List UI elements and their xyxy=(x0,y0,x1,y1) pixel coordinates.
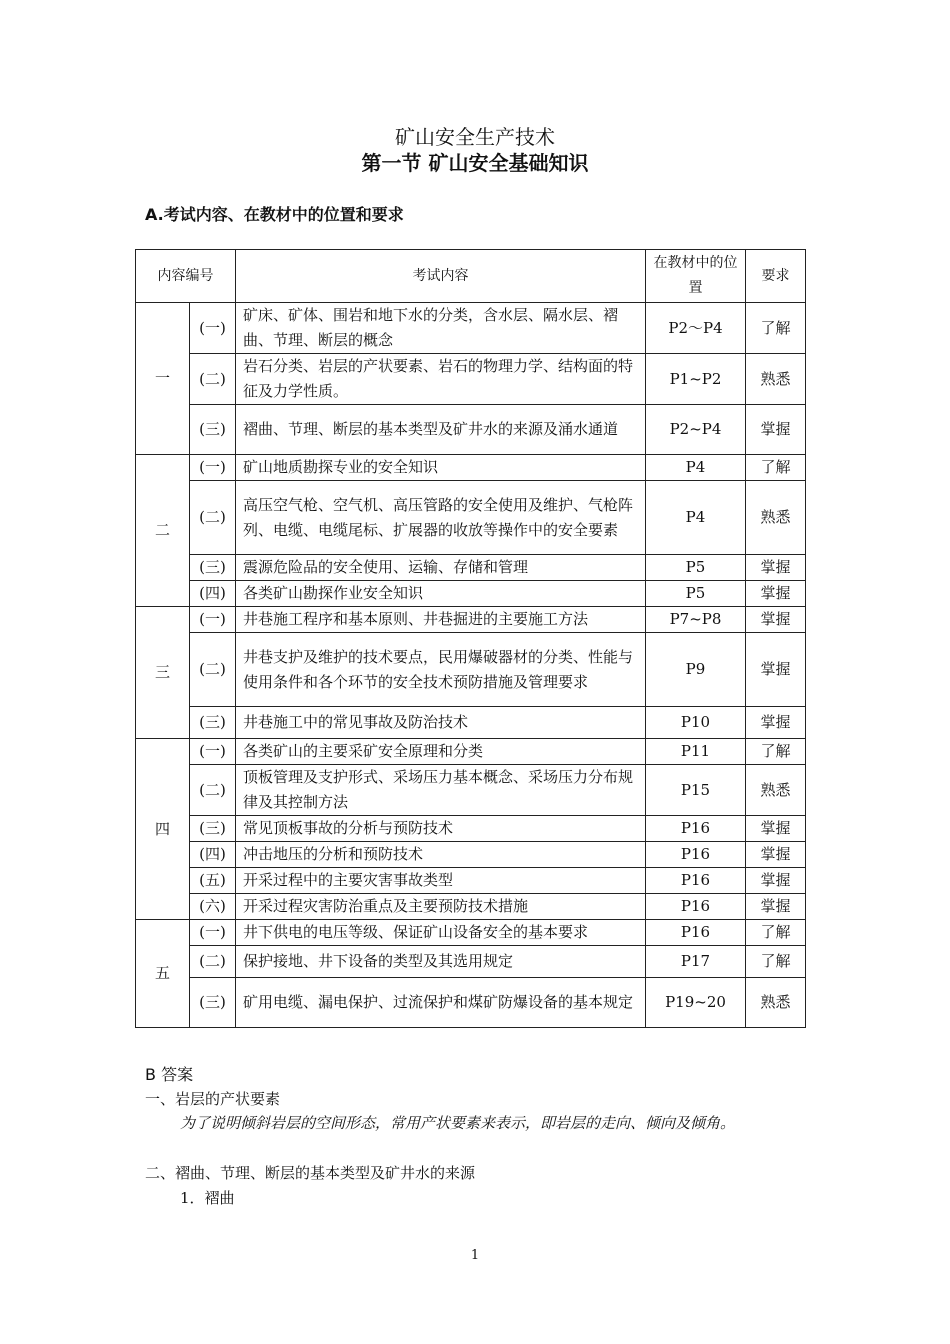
content-cell: 井巷施工程序和基本原则、井巷掘进的主要施工方法 xyxy=(236,607,646,633)
content-cell: 岩石分类、岩层的产状要素、岩石的物理力学、结构面的特征及力学性质。 xyxy=(236,354,646,405)
table-row xyxy=(136,946,806,978)
table-row xyxy=(136,481,806,555)
answer-item1-title: 一、岩层的产状要素 xyxy=(145,1090,281,1108)
group-number-cell: 一 xyxy=(136,303,190,455)
table-row xyxy=(136,555,806,581)
sub-number-cell: (四) xyxy=(190,581,236,607)
table-row xyxy=(136,581,806,607)
requirement-cell: 掌握 xyxy=(746,842,806,868)
sub-number-cell: (一) xyxy=(190,455,236,481)
requirement-cell: 掌握 xyxy=(746,581,806,607)
position-cell: P5 xyxy=(646,555,746,581)
position-cell: P4 xyxy=(646,455,746,481)
content-cell: 各类矿山的主要采矿安全原理和分类 xyxy=(236,739,646,765)
group-number-cell: 四 xyxy=(136,739,190,920)
table-row xyxy=(136,894,806,920)
content-cell: 井下供电的电压等级、保证矿山设备安全的基本要求 xyxy=(236,920,646,946)
content-cell: 井巷支护及维护的技术要点，民用爆破器材的分类、性能与使用条件和各个环节的安全技术预防措施及管理要求 xyxy=(236,633,646,707)
requirement-cell: 熟悉 xyxy=(746,354,806,405)
position-cell: P7~P8 xyxy=(646,607,746,633)
table-row xyxy=(136,868,806,894)
answer-item2-title: 二、褶曲、节理、断层的基本类型及矿井水的来源 xyxy=(145,1164,476,1182)
table-body xyxy=(136,303,806,1028)
table-row xyxy=(136,765,806,816)
position-cell: P16 xyxy=(646,894,746,920)
content-cell: 开采过程灾害防治重点及主要预防技术措施 xyxy=(236,894,646,920)
position-cell: P16 xyxy=(646,816,746,842)
sub-number-cell: (五) xyxy=(190,868,236,894)
requirement-cell: 了解 xyxy=(746,455,806,481)
sub-number-cell: (三) xyxy=(190,978,236,1028)
page-number: 1 xyxy=(470,1248,480,1263)
position-cell: P16 xyxy=(646,842,746,868)
content-cell: 各类矿山勘探作业安全知识 xyxy=(236,581,646,607)
sub-number-cell: (四) xyxy=(190,842,236,868)
content-cell: 褶曲、节理、断层的基本类型及矿井水的来源及涌水通道 xyxy=(236,405,646,455)
content-cell: 冲击地压的分析和预防技术 xyxy=(236,842,646,868)
exam-content-table xyxy=(135,249,806,1028)
requirement-cell: 掌握 xyxy=(746,816,806,842)
position-cell: P1~P2 xyxy=(646,354,746,405)
document-title: 矿山安全生产技术 xyxy=(395,125,555,149)
sub-number-cell: (二) xyxy=(190,481,236,555)
requirement-cell: 掌握 xyxy=(746,405,806,455)
position-cell: P4 xyxy=(646,481,746,555)
group-number-cell: 三 xyxy=(136,607,190,739)
sub-number-cell: (三) xyxy=(190,555,236,581)
content-cell: 常见顶板事故的分析与预防技术 xyxy=(236,816,646,842)
position-cell: P5 xyxy=(646,581,746,607)
answer-item1-text: 为了说明倾斜岩层的空间形态，常用产状要素来表示，即岩层的走向、倾向及倾角。 xyxy=(180,1114,736,1132)
sub-number-cell: (一) xyxy=(190,303,236,354)
table-row xyxy=(136,607,806,633)
table-row xyxy=(136,920,806,946)
position-cell: P2～P4 xyxy=(646,303,746,354)
sub-number-cell: (三) xyxy=(190,707,236,739)
content-cell: 井巷施工中的常见事故及防治技术 xyxy=(236,707,646,739)
content-cell: 矿床、矿体、围岩和地下水的分类，含水层、隔水层、褶曲、节理、断层的概念 xyxy=(236,303,646,354)
requirement-cell: 掌握 xyxy=(746,555,806,581)
position-cell: P19~20 xyxy=(646,978,746,1028)
requirement-cell: 熟悉 xyxy=(746,978,806,1028)
section-title: 第一节 矿山安全基础知识 xyxy=(361,151,589,175)
table-row xyxy=(136,303,806,354)
table-row xyxy=(136,354,806,405)
section-a-heading: A.考试内容、在教材中的位置和要求 xyxy=(145,205,404,224)
content-cell: 高压空气枪、空气机、高压管路的安全使用及维护、气枪阵列、电缆、电缆尾标、扩展器的收放等操作中的安全要素 xyxy=(236,481,646,555)
content-cell: 保护接地、井下设备的类型及其选用规定 xyxy=(236,946,646,978)
content-cell: 开采过程中的主要灾害事故类型 xyxy=(236,868,646,894)
table-header-row xyxy=(136,250,806,303)
sub-number-cell: (六) xyxy=(190,894,236,920)
header-content: 考试内容 xyxy=(236,250,646,303)
position-cell: P15 xyxy=(646,765,746,816)
content-cell: 矿用电缆、漏电保护、过流保护和煤矿防爆设备的基本规定 xyxy=(236,978,646,1028)
table-row xyxy=(136,633,806,707)
requirement-cell: 掌握 xyxy=(746,633,806,707)
table-row xyxy=(136,816,806,842)
table-row xyxy=(136,978,806,1028)
position-cell: P2~P4 xyxy=(646,405,746,455)
content-cell: 顶板管理及支护形式、采场压力基本概念、采场压力分布规律及其控制方法 xyxy=(236,765,646,816)
answer-item2-sub1: 1．褶曲 xyxy=(180,1189,235,1207)
table-row xyxy=(136,739,806,765)
requirement-cell: 了解 xyxy=(746,303,806,354)
sub-number-cell: (三) xyxy=(190,816,236,842)
position-cell: P9 xyxy=(646,633,746,707)
sub-number-cell: (二) xyxy=(190,946,236,978)
requirement-cell: 了解 xyxy=(746,739,806,765)
header-position: 在教材中的位置 xyxy=(646,250,746,303)
requirement-cell: 了解 xyxy=(746,920,806,946)
sub-number-cell: (三) xyxy=(190,405,236,455)
sub-number-cell: (二) xyxy=(190,354,236,405)
position-cell: P16 xyxy=(646,868,746,894)
sub-number-cell: (二) xyxy=(190,765,236,816)
table-row xyxy=(136,405,806,455)
table-row xyxy=(136,707,806,739)
table-row xyxy=(136,842,806,868)
position-cell: P17 xyxy=(646,946,746,978)
requirement-cell: 熟悉 xyxy=(746,481,806,555)
requirement-cell: 掌握 xyxy=(746,868,806,894)
requirement-cell: 掌握 xyxy=(746,607,806,633)
sub-number-cell: (一) xyxy=(190,607,236,633)
requirement-cell: 掌握 xyxy=(746,707,806,739)
requirement-cell: 了解 xyxy=(746,946,806,978)
content-cell: 震源危险品的安全使用、运输、存储和管理 xyxy=(236,555,646,581)
sub-number-cell: (一) xyxy=(190,920,236,946)
requirement-cell: 熟悉 xyxy=(746,765,806,816)
position-cell: P16 xyxy=(646,920,746,946)
group-number-cell: 二 xyxy=(136,455,190,607)
table-row xyxy=(136,455,806,481)
position-cell: P10 xyxy=(646,707,746,739)
header-requirement: 要求 xyxy=(746,250,806,303)
sub-number-cell: (一) xyxy=(190,739,236,765)
group-number-cell: 五 xyxy=(136,920,190,1028)
section-b-heading: B 答案 xyxy=(145,1065,194,1084)
position-cell: P11 xyxy=(646,739,746,765)
content-cell: 矿山地质勘探专业的安全知识 xyxy=(236,455,646,481)
requirement-cell: 掌握 xyxy=(746,894,806,920)
sub-number-cell: (二) xyxy=(190,633,236,707)
header-number: 内容编号 xyxy=(136,250,236,303)
